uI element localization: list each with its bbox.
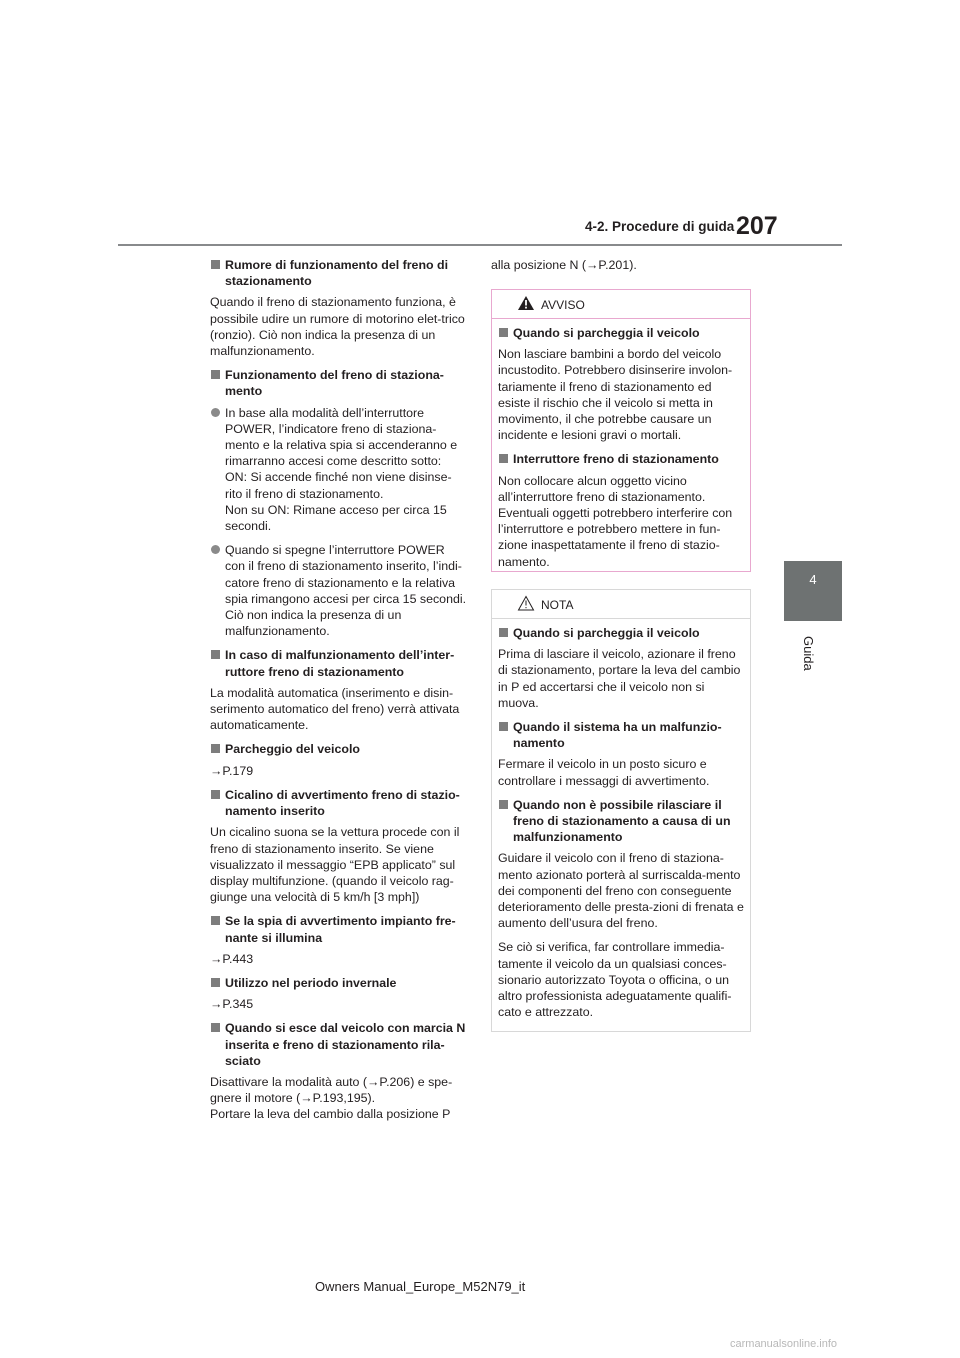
footer-text: Owners Manual_Europe_M52N79_it <box>315 1279 526 1294</box>
nota-heading: Quando non è possibile rilasciare il freno di stazionamento a causa di un malfunzionamento <box>498 797 744 846</box>
page-number: 207 <box>736 212 778 240</box>
avviso-box <box>491 289 751 572</box>
bullet-text: Non su ON: Rimane acceso per circa 15 secondi. <box>225 502 447 534</box>
chapter-name <box>786 630 842 690</box>
nota-paragraph: Guidare il veicolo con il freno di staziona-mento azionato porterà al surriscalda-mento dei componenti del freno con conseguente deterioramento delle presta-zioni di frenata e aumento dell’usura del freno. <box>498 851 744 931</box>
section-heading: Se la spia di avvertimento impianto fre-nante si illumina <box>210 913 468 945</box>
nota-header <box>492 590 750 619</box>
bullet-text: ON: Si accende finché non viene disinse-rito il freno di stazionamento. <box>225 470 452 501</box>
watermark[interactable]: carmanualsonline.info <box>730 1338 838 1350</box>
chapter-name-label: Guida <box>801 636 816 671</box>
bullet-item: Quando si spegne l’interruttore POWER con il freno di stazionamento inserito, l’indi-catore freno di stazionamento e la relativa spia rimangono accesi per circa 15 secondi. Ciò non indica la presenza di un malfunzionamento. <box>210 542 468 639</box>
chapter-number: 4 <box>809 572 817 587</box>
paragraph-line: Disattivare la modalità auto (→P.206) e spe-gnere il motore (→P.193,195). <box>210 1074 453 1106</box>
section-heading: Cicalino di avvertimento freno di stazio-namento inserito <box>210 787 468 819</box>
paragraph: Un cicalino suona se la vettura procede con il freno di stazionamento inserito. Se viene visualizzato il messaggio “EPB applicato” sul display multifunzione. (quando il veicolo rag-giunge una velocità di 5 km/h [3 mph]) <box>210 825 460 905</box>
avviso-heading: Interruttore freno di stazionamento <box>498 451 744 467</box>
section-title: 4-2. Procedure di guida <box>585 219 735 234</box>
header-rule <box>118 244 842 246</box>
section-heading: Quando si esce dal veicolo con marcia N inserita e freno di stazionamento rila-sciato <box>210 1020 468 1069</box>
avviso-paragraph: Non collocare alcun oggetto vicino all’interruttore freno di stazionamento. Eventuali oggetti potrebbero interferire con l’interruttore e potrebbero mettere in fun-zione inaspettatamente il freno di stazio-namento. <box>498 473 733 569</box>
avviso-header <box>492 290 750 319</box>
warning-icon <box>517 295 535 311</box>
nota-paragraph: Fermare il veicolo in un posto sicuro e controllare i messaggi di avvertimento. <box>498 757 710 788</box>
paragraph: alla posizione N (→P.201). <box>491 258 637 272</box>
nota-body <box>492 619 750 1020</box>
section-heading: In caso di malfunzionamento dell’inter-ruttore freno di stazionamento <box>210 647 468 679</box>
page-reference[interactable]: →P.345 <box>210 997 254 1012</box>
avviso-label: AVVISO <box>541 298 585 312</box>
paragraph <box>210 1074 468 1123</box>
right-column-continued <box>491 257 753 281</box>
avviso-body <box>492 319 750 570</box>
avviso-heading: Quando si parcheggia il veicolo <box>498 325 744 341</box>
section-heading: Rumore di funzionamento del freno di stazionamento <box>210 257 468 289</box>
section-heading: Parcheggio del veicolo <box>210 741 468 757</box>
bullet-item <box>210 405 468 535</box>
nota-paragraph: Se ciò si verifica, far controllare immedia-tamente il veicolo da un qualsiasi conces-sionario autorizzato Toyota o officina, o un altro professionista adeguatamente qualifi-cato e attrezzato. <box>498 940 732 1020</box>
caution-icon <box>517 595 535 611</box>
nota-heading: Quando il sistema ha un malfunzio-namento <box>498 719 744 751</box>
page-reference[interactable]: →P.443 <box>210 951 254 966</box>
chapter-tab[interactable] <box>784 561 842 621</box>
paragraph: Quando il freno di stazionamento funziona, è possibile udire un rumore di motorino elet-trico (ronzio). Ciò non indica la presenza di un malfunzionamento. <box>210 295 465 359</box>
nota-box <box>491 589 751 1032</box>
nota-label: NOTA <box>541 598 574 612</box>
section-heading: Funzionamento del freno di staziona-mento <box>210 367 468 399</box>
avviso-paragraph: Non lasciare bambini a bordo del veicolo incustodito. Potrebbero disinserire involon-tariamente il freno di stazionamento ed esiste il rischio che il veicolo si metta in movimento, il che potrebbe causare un incidente e lesioni gravi o mortali. <box>498 347 733 443</box>
nota-paragraph: Prima di lasciare il veicolo, azionare il freno di stazionamento, portare la leva del cambio in P ed accertarsi che il veicolo non si muova. <box>498 647 741 710</box>
section-heading: Utilizzo nel periodo invernale <box>210 975 468 991</box>
bullet-text: In base alla modalità dell’interruttore POWER, l’indicatore freno di staziona-mento e la relativa spia si accenderanno e rimarranno accesi come descritto sotto: <box>225 405 458 469</box>
paragraph-line: Portare la leva del cambio dalla posizione P <box>210 1107 451 1122</box>
paragraph: La modalità automatica (inserimento e disin-serimento automatico del freno) verrà attivata automaticamente. <box>210 685 460 733</box>
left-column <box>210 257 468 1131</box>
nota-heading: Quando si parcheggia il veicolo <box>498 625 744 641</box>
page-reference[interactable]: →P.179 <box>210 763 254 778</box>
